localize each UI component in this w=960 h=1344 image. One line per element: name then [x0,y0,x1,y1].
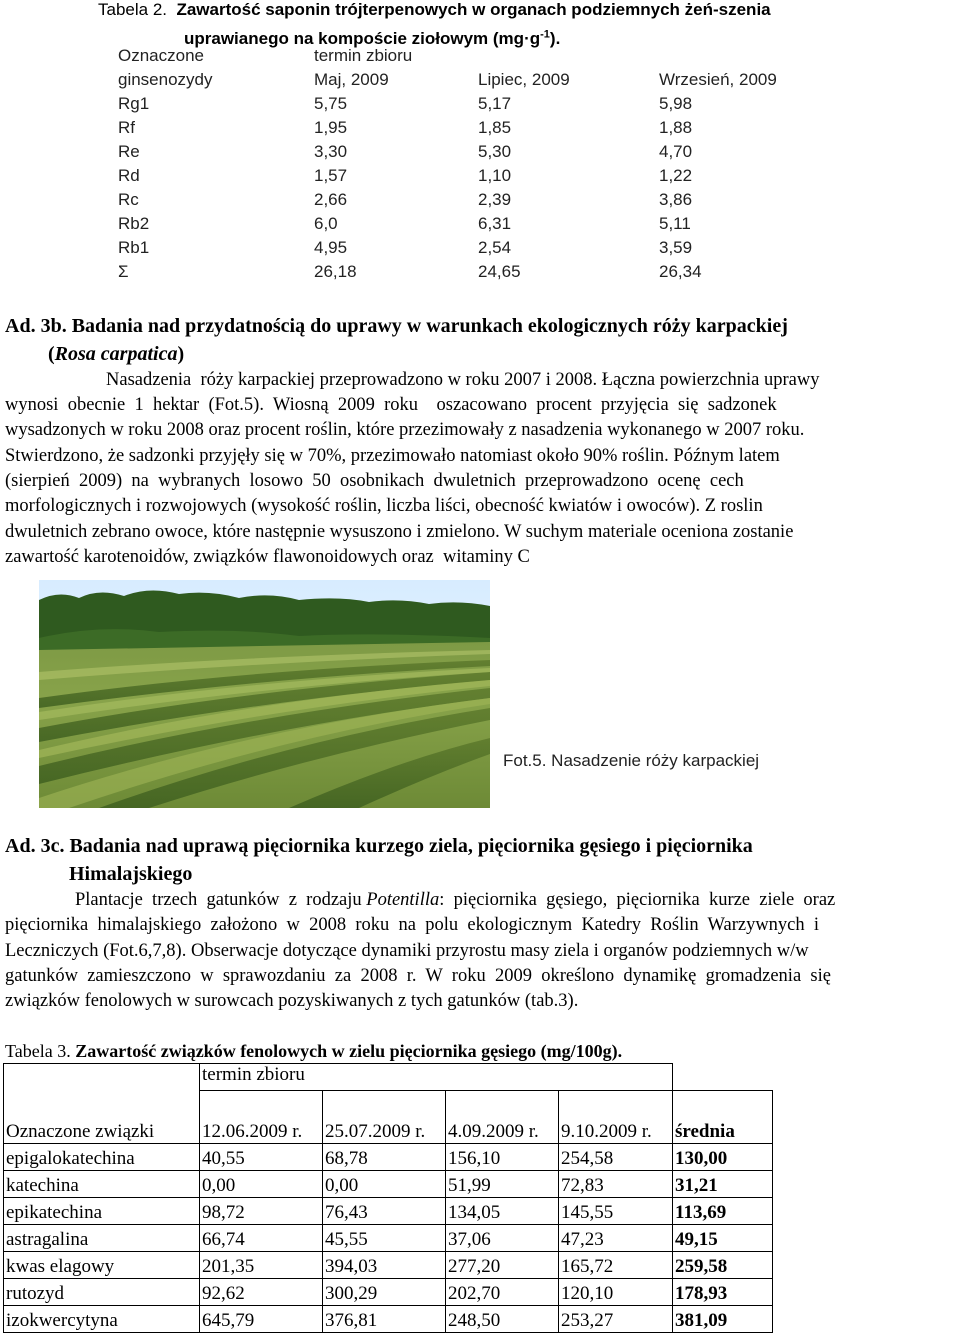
table3-cell-mean: 49,15 [673,1225,773,1252]
section3b-text-line: wynosi obecnie 1 hektar (Fot.5). Wiosną 2009 roku oszacowano procent przyjęcia się sadzonek [5,395,777,415]
table2-cell: 3,86 [659,190,693,209]
text-span: Plantacje trzech gatunków z rodzaju [75,890,367,910]
potentilla-italic: Potentilla [366,890,440,910]
table2-row [0,190,960,210]
table3-row [4,1306,773,1333]
section3b-text-line: zawartość karotenoidów, związków flawonoidowych oraz witaminy C [5,547,530,567]
table3-cell: 201,35 [200,1252,323,1279]
table3-head-col3: 4.09.2009 r. [446,1091,559,1144]
table2-cell: Re [118,142,140,161]
table3-head-col5: średnia [673,1091,773,1144]
table2-title-dot: · [524,28,530,48]
table3-cell: 156,10 [446,1144,559,1171]
table2-cell: 5,30 [478,142,512,161]
table3-cell: astragalina [4,1225,200,1252]
table3-cell-mean: 259,58 [673,1252,773,1279]
table2-row [0,118,960,138]
table3-cell: kwas elagowy [4,1252,200,1279]
table3-cell: 277,20 [446,1252,559,1279]
table2-cell: 1,95 [314,118,348,137]
table2-label: Tabela 2. [98,0,167,19]
table3-cell: 66,74 [200,1225,323,1252]
section3b-text-line: (sierpień 2009) na wybranych losowo 50 osobnikach dwuletnich przeprowadzono ocenę cech [5,471,744,491]
table3-cell: 145,55 [559,1198,673,1225]
table3-cell: katechina [4,1171,200,1198]
section3c-text-line: związków fenolowych w surowcach pozyskiwanych z tych gatunków (tab.3). [5,991,579,1011]
table2-cell: Rf [118,118,135,137]
table2-cell: 5,98 [659,94,693,113]
table3-cell: 68,78 [323,1144,446,1171]
table2-cell: 2,54 [478,238,512,257]
table3-cell-mean: 31,21 [673,1171,773,1198]
table3-cell: epigalokatechina [4,1144,200,1171]
table2-head-col0-line1: Oznaczone [118,46,204,65]
table2-title-line2: uprawianego na kompoście ziołowym (mg [184,28,525,48]
table2-cell: 1,88 [659,118,693,137]
table3-cell: rutozyd [4,1279,200,1306]
table3-cell-mean: 178,93 [673,1279,773,1306]
table2-row-sum [0,262,960,282]
table3-label: Tabela 3. [5,1041,71,1061]
section3c-text-line: gatunków zamieszczono w sprawozdaniu za 2008 r. W roku 2009 określono dynamikę gromadzenia się [5,966,831,986]
table2-cell: 5,75 [314,94,348,113]
section3b-text-line [106,370,955,391]
table3-cell: 37,06 [446,1225,559,1252]
table2-caption-line2 [184,24,560,49]
table3-cell: 98,72 [200,1198,323,1225]
table3-cell: 0,00 [200,1171,323,1198]
table3-cell: 376,81 [323,1306,446,1333]
table3-cell-mean: 113,69 [673,1198,773,1225]
table3-cell: 72,83 [559,1171,673,1198]
paren-open: ( [48,343,55,365]
table3-head-row [4,1091,773,1144]
table2-cell: 4,95 [314,238,348,257]
table3-row [4,1252,773,1279]
table3-cell: 253,27 [559,1306,673,1333]
table2-cell: 26,18 [314,262,357,281]
table2-head-col3: Wrzesień, 2009 [659,70,777,89]
field-photo-image [39,580,490,808]
table2-cell: 3,30 [314,142,348,161]
table2-cell: 5,17 [478,94,512,113]
table2-head-group: termin zbioru [314,46,413,65]
table3-cell-mean: 130,00 [673,1144,773,1171]
table3-cell: 51,99 [446,1171,559,1198]
table3-caption [5,1041,622,1062]
table2-head-col0-line2: ginsenozydy [118,70,213,89]
section3b-text-line: wysadzonych w roku 2008 oraz procent roślin, które przezimowały z nasadzenia wykonanego w 2007 roku. [5,420,805,440]
table3-row [4,1225,773,1252]
table3-cell: 40,55 [200,1144,323,1171]
table3-cell: 645,79 [200,1306,323,1333]
table2-cell: 2,39 [478,190,512,209]
table3-head-group: termin zbioru [200,1064,673,1091]
table2-cell: Rb2 [118,214,150,233]
table2-cell: Σ [118,262,129,281]
table2-cell: Rg1 [118,94,150,113]
table3-row [4,1279,773,1306]
table2-row [0,238,960,258]
paren-close: ) [177,343,185,365]
table3-cell: 76,43 [323,1198,446,1225]
table3-cell-mean: 381,09 [673,1306,773,1333]
table2-cell: 1,57 [314,166,348,185]
table2-cell: 24,65 [478,262,521,281]
section3c-heading-line2: Himalajskiego [69,863,193,885]
table3-cell: 45,55 [323,1225,446,1252]
table3-cell: 92,62 [200,1279,323,1306]
table2-title-end: ). [549,28,561,48]
table3-cell: epikatechina [4,1198,200,1225]
table3-cell: 0,00 [323,1171,446,1198]
table3-cell: 394,03 [323,1252,446,1279]
table3-head-col2: 25.07.2009 r. [323,1091,446,1144]
section3c-text-line [75,890,835,911]
table2-cell: 3,59 [659,238,693,257]
photo-caption: Fot.5. Nasadzenie róży karpackiej [503,751,760,770]
rosa-carpatica-italic: Rosa carpatica [54,343,178,365]
table3-cell: izokwercytyna [4,1306,200,1333]
table3-row [4,1198,773,1225]
section3b-heading-line1: Ad. 3b. Badania nad przydatnością do uprawy w warunkach ekologicznych róży karpackiej [5,315,788,337]
section3b-text-line: morfologicznych i rozwojowych (wysokość roślin, liczba liści, obecność kwiatów i owoców). Z roslin [5,496,763,516]
table3-cell: 134,05 [446,1198,559,1225]
table3-cell: 202,70 [446,1279,559,1306]
table3 [3,1063,773,1333]
table2-title-sup: -1 [540,28,550,40]
table2-cell: Rb1 [118,238,150,257]
table2-cell: 1,22 [659,166,693,185]
table3-cell: 165,72 [559,1252,673,1279]
table3-cell: 254,58 [559,1144,673,1171]
table2-cell: 2,66 [314,190,348,209]
table3-head-col4: 9.10.2009 r. [559,1091,673,1144]
section3b-heading-line2 [48,343,184,366]
rose-plantation-photo [39,580,490,808]
table3-row [4,1171,773,1198]
table3-cell [673,1064,773,1091]
table2-row [0,214,960,234]
table2-head-col1: Maj, 2009 [314,70,389,89]
table3-row [4,1144,773,1171]
table2-row [0,142,960,162]
table2-caption [98,0,771,20]
table2-head-col2: Lipiec, 2009 [478,70,570,89]
table2-cell: 1,10 [478,166,512,185]
table3-title: Zawartość związków fenolowych w zielu pięciornika gęsiego (mg/100g). [75,1041,623,1061]
section3b-text-line: dwuletnich zebrano owoce, które następnie wysuszono i zmielono. W suchym materiale oceniona zostanie [5,522,794,542]
table2-cell: 6,0 [314,214,338,233]
text-span: Nasadzenia róży karpackiej przeprowadzono w roku 2007 i 2008. Łączna powierzchnia uprawy [106,370,820,390]
text-span: : pięciornika gęsiego, pięciornika kurze ziele oraz [439,890,836,910]
table3-cell: 248,50 [446,1306,559,1333]
table2-cell: 1,85 [478,118,512,137]
section3c-text-line: Leczniczych (Fot.6,7,8). Obserwacje dotyczące dynamiki przyrostu masy ziela i organów podziemnych w/w [5,941,809,961]
table2-cell: Rd [118,166,140,185]
table3-head-col0: Oznaczone związki [4,1091,200,1144]
table2-row [0,94,960,114]
table2-row [0,166,960,186]
section3b-text-line: Stwierdzono, że sadzonki przyjęły się w 70%, przezimowało natomiast około 90% roślin. Późnym latem [5,446,780,466]
table3-cell [4,1064,200,1091]
table2-cell: 5,11 [659,214,691,233]
table2-cell: 6,31 [478,214,512,233]
section3c-text-line: pięciornika himalajskiego założono w 2008 roku na polu ekologicznym Katedry Roślin Warzywnych i [5,915,820,935]
table2-title-g: g [529,28,541,48]
table3-cell: 120,10 [559,1279,673,1306]
table3-group-row [4,1064,773,1091]
section3c-heading-line1: Ad. 3c. Badania nad uprawą pięciornika kurzego ziela, pięciornika gęsiego i pięciornika [5,835,753,857]
table2-title-line1: Zawartość saponin trójterpenowych w organach podziemnych żeń-szenia [176,0,771,19]
table3-head-col1: 12.06.2009 r. [200,1091,323,1144]
table3-cell: 47,23 [559,1225,673,1252]
table2-cell: 4,70 [659,142,693,161]
table3-cell: 300,29 [323,1279,446,1306]
table2-cell: 26,34 [659,262,702,281]
table2-cell: Rc [118,190,139,209]
